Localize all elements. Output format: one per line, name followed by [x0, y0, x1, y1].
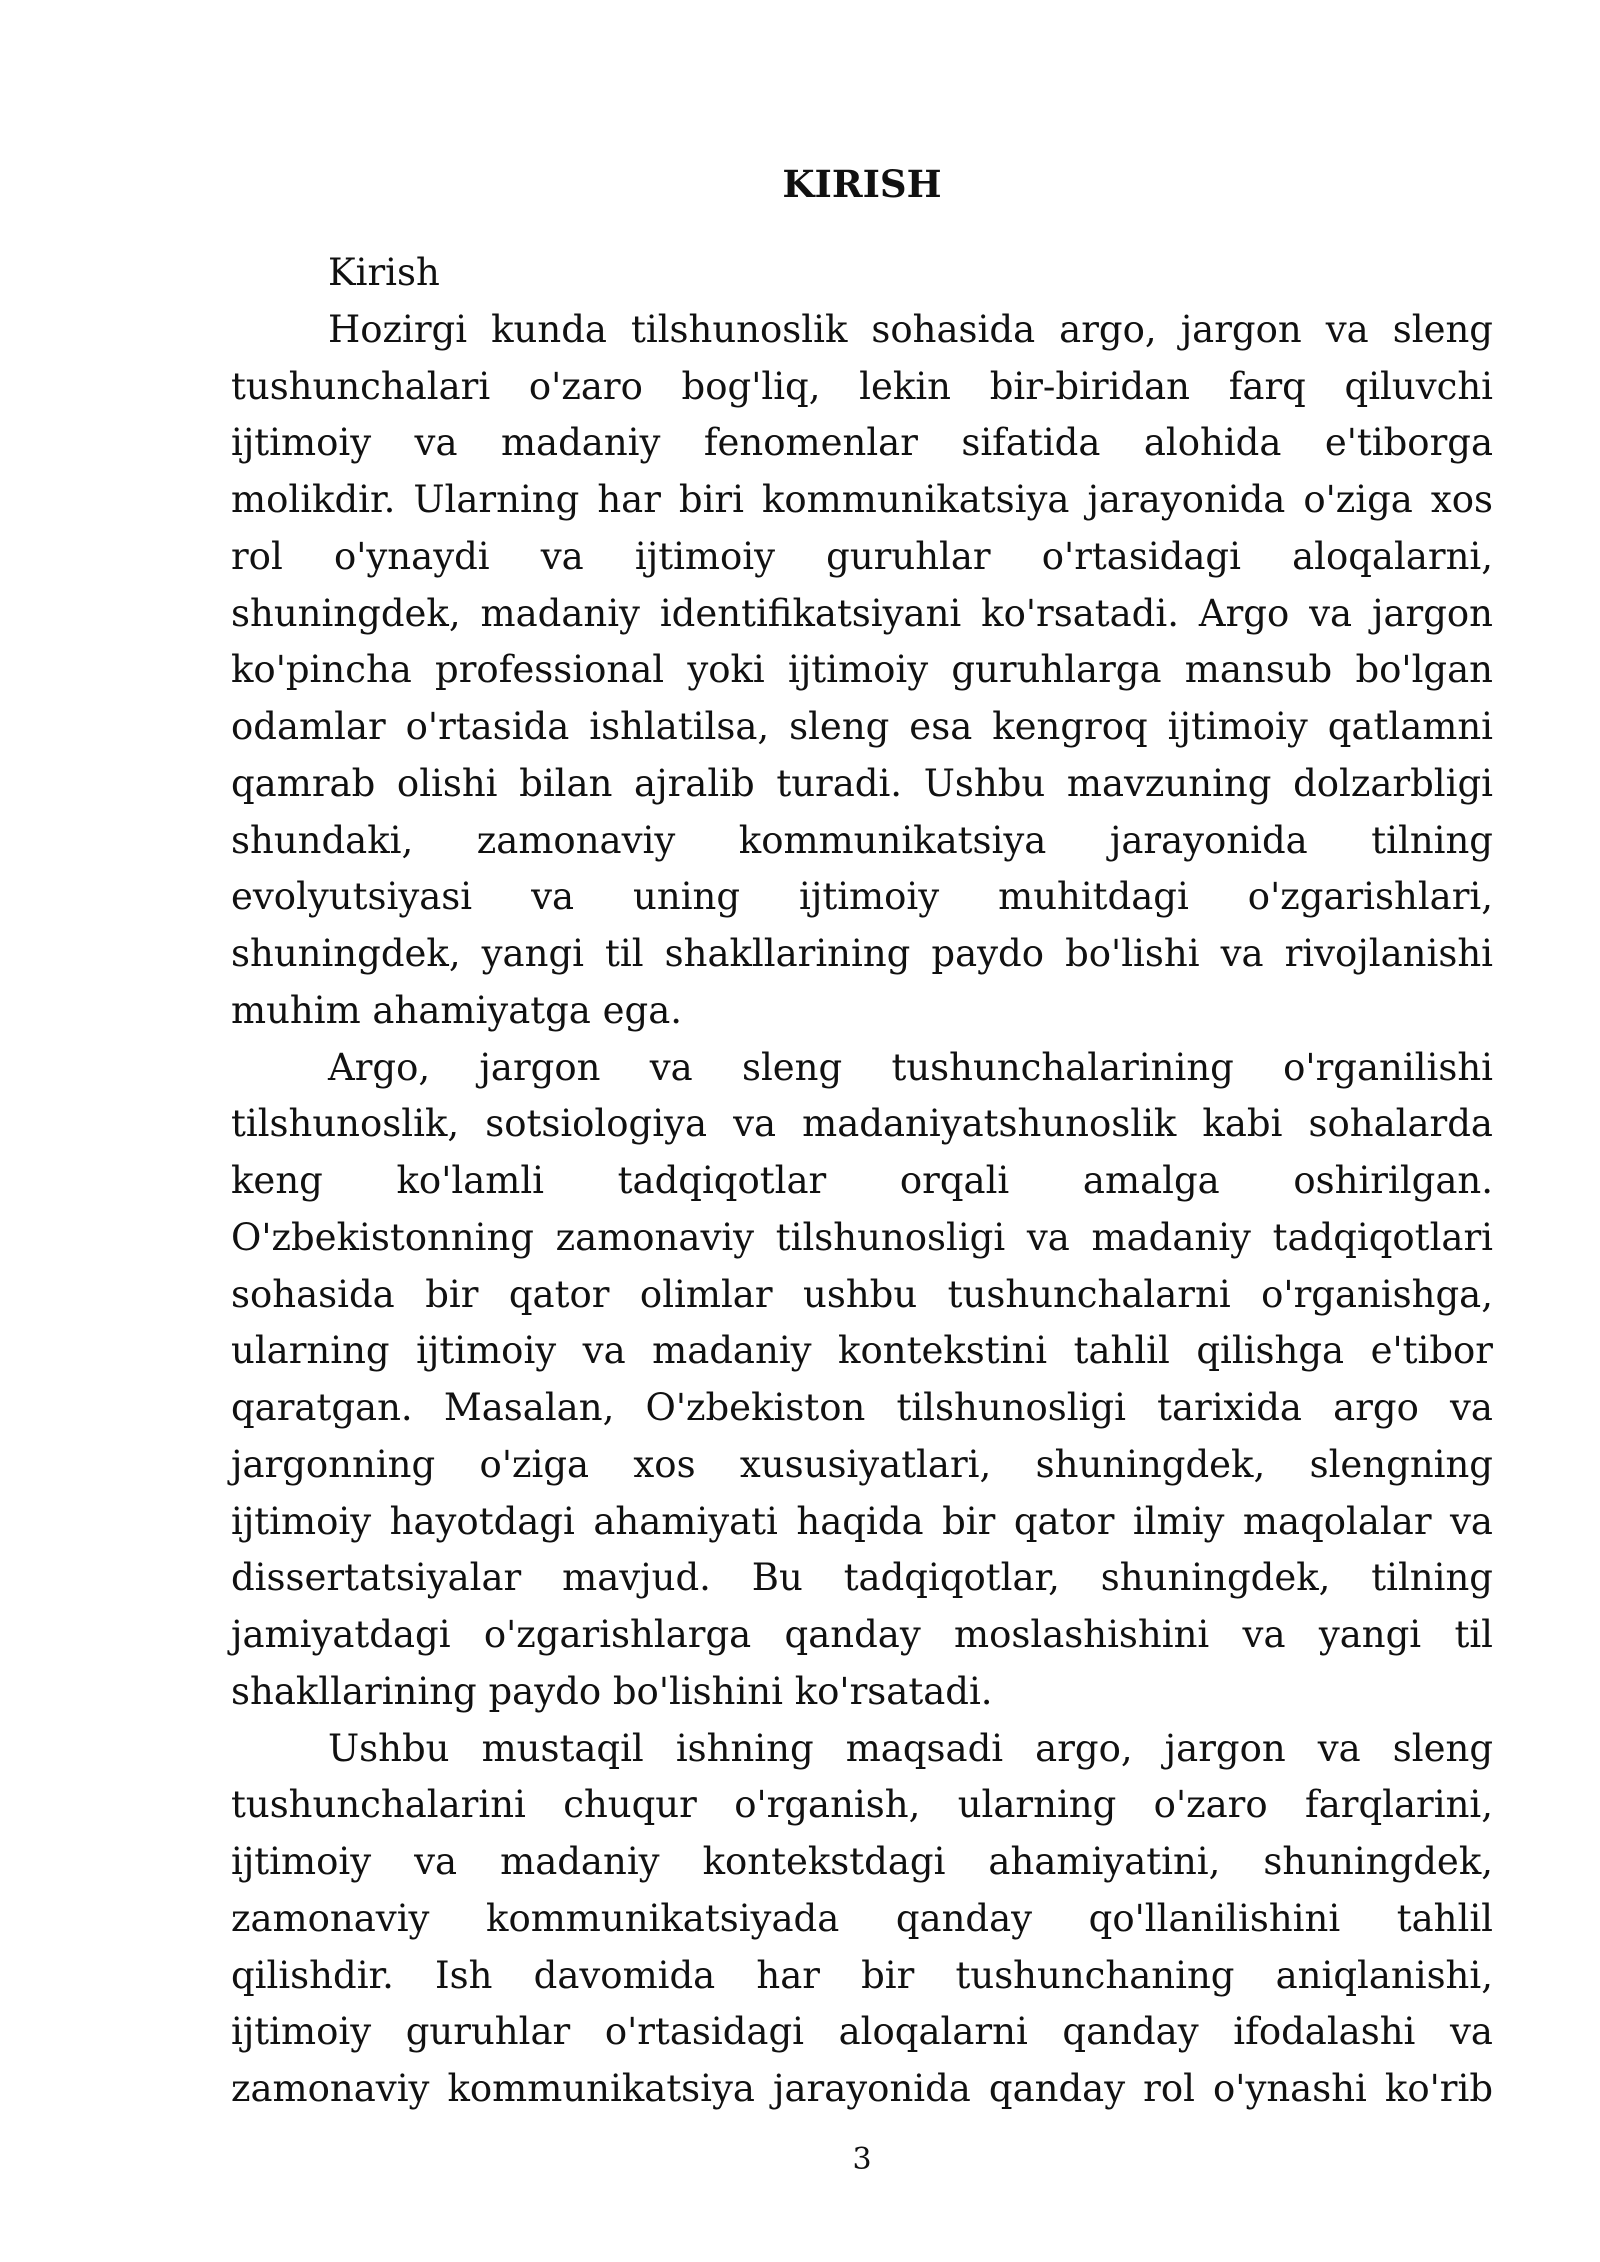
paragraph-line: evolyutsiyasi va uning ijtimoiy muhitdagi o'zgarishlari,: [231, 875, 1493, 919]
paragraph-line: Argo, jargon va sleng tushunchalarining o'rganilishi: [328, 1045, 1493, 1089]
paragraph-line: keng ko'lamli tadqiqotlar orqali amalga oshirilgan.: [231, 1159, 1493, 1202]
page-heading: KIRISH: [782, 162, 942, 206]
paragraph-line: dissertatsiyalar mavjud. Bu tadqiqotlar, shuningdek, tilning: [231, 1556, 1493, 1600]
body-paragraph: [231, 1040, 1493, 1721]
paragraph-line: ijtimoiy guruhlar o'rtasidagi aloqalarni qanday ifodalashi va: [231, 2010, 1493, 2054]
body-paragraph: [231, 302, 1493, 1040]
paragraph-line: ijtimoiy va madaniy fenomenlar sifatida alohida e'tiborga: [231, 421, 1493, 465]
paragraph-line: ijtimoiy hayotdagi ahamiyati haqida bir qator ilmiy maqolalar va: [231, 1499, 1493, 1543]
paragraph-line: shuningdek, yangi til shakllarining paydo bo'lishi va rivojlanishi: [231, 932, 1493, 975]
paragraph-line: ularning ijtimoiy va madaniy kontekstini tahlil qilishga e'tibor: [231, 1329, 1493, 1373]
body-paragraph: [231, 1721, 1493, 2118]
paragraph-line: shundaki, zamonaviy kommunikatsiya jarayonida tilning: [231, 818, 1493, 862]
paragraph-line: ko'pincha professional yoki ijtimoiy guruhlarga mansub bo'lgan: [231, 648, 1493, 692]
body-text: [231, 245, 1493, 2118]
paragraph-line: Ushbu mustaqil ishning maqsadi argo, jargon va sleng: [328, 1726, 1493, 1770]
paragraph-line: tushunchalari o'zaro bog'liq, lekin bir-biridan farq qiluvchi: [231, 364, 1493, 408]
paragraph-line: rol o'ynaydi va ijtimoiy guruhlar o'rtasidagi aloqalarni,: [231, 534, 1493, 578]
paragraph-line: zamonaviy kommunikatsiya jarayonida qanday rol o'ynashi ko'rib: [231, 2067, 1493, 2110]
paragraph-line: qamrab olishi bilan ajralib turadi. Ushbu mavzuning dolzarbligi: [231, 761, 1493, 805]
paragraph-line: tushunchalarini chuqur o'rganish, ularning o'zaro farqlarini,: [231, 1783, 1493, 1827]
paragraph-line: sohasida bir qator olimlar ushbu tushunchalarni o'rganishga,: [231, 1272, 1493, 1316]
section-subheading: Kirish: [328, 251, 440, 294]
paragraph-line: shakllarining paydo bo'lishini ko'rsatadi.: [231, 1669, 993, 1713]
paragraph-line: molikdir. Ularning har biri kommunikatsiya jarayonida o'ziga xos: [231, 478, 1493, 521]
paragraph-line: jamiyatdagi o'zgarishlarga qanday moslashishini va yangi til: [231, 1613, 1493, 1656]
paragraph-line: qaratgan. Masalan, O'zbekiston tilshunosligi tarixida argo va: [231, 1386, 1493, 1429]
paragraph-line: ijtimoiy va madaniy kontekstdagi ahamiyatini, shuningdek,: [231, 1840, 1493, 1883]
paragraph-line: qilishdir. Ish davomida har bir tushunchaning aniqlanishi,: [231, 1953, 1493, 1997]
paragraph-line: O'zbekistonning zamonaviy tilshunosligi va madaniy tadqiqotlari: [231, 1215, 1493, 1259]
paragraph-line: zamonaviy kommunikatsiyada qanday qo'llanilishini tahlil: [231, 1896, 1493, 1940]
paragraph-line: odamlar o'rtasida ishlatilsa, sleng esa kengroq ijtimoiy qatlamni: [231, 705, 1493, 748]
paragraph-line: tilshunoslik, sotsiologiya va madaniyatshunoslik kabi sohalarda: [231, 1102, 1493, 1146]
paragraph-line: shuningdek, madaniy identifikatsiyani ko'rsatadi. Argo va jargon: [231, 591, 1493, 635]
paragraph-line: jargonning o'ziga xos xususiyatlari, shuningdek, slengning: [231, 1442, 1493, 1486]
paragraph-line: Hozirgi kunda tilshunoslik sohasida argo, jargon va sleng: [328, 307, 1493, 351]
paragraph-line: muhim ahamiyatga ega.: [231, 988, 683, 1032]
page-number: 3: [852, 2142, 872, 2177]
